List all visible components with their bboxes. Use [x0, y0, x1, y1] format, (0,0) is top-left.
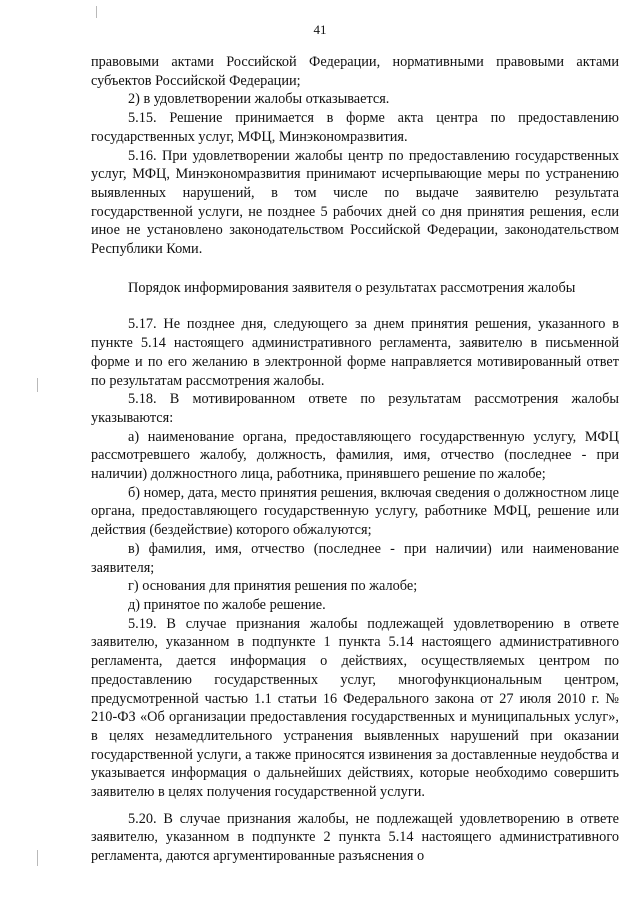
list-item: в) фамилия, имя, отчество (последнее - при наличии) или наименование заявителя; [91, 540, 619, 576]
page-number: 41 [313, 22, 327, 37]
paragraph: 5.17. Не позднее дня, следующего за днем принятия решения, указанного в пункте 5.14 настоящего административного регламента, заявителю в письменной форме и по его желанию в электронной форме направляется мотивированный ответ по результатам рассмотрения жалобы. [91, 316, 619, 389]
paragraph: 5.16. При удовлетворении жалобы центр по предоставлению государственных услуг, МФЦ, Минэкономразвития принимают исчерпывающие меры по устранению выявленных нарушений, в том числе по выдаче заявителю результата государственной услуги, не позднее 5 рабочих дней со дня принятия решения, если иное не установлено законодательством Российской Федерации, законодательством Республики Коми. [91, 147, 619, 258]
list-item: б) номер, дата, место принятия решения, включая сведения о должностном лице органа, предоставляющего государственную услугу, работнике МФЦ, решение или действия (бездействие) которого обжалуются; [91, 484, 620, 539]
document-body [91, 53, 619, 866]
paragraph: 5.18. В мотивированном ответе по результатам рассмотрения жалобы указываются: [91, 391, 619, 426]
paragraph: 5.20. В случае признания жалобы, не подлежащей удовлетворению в ответе заявителю, указанном в подпункте 2 пункта 5.14 настоящего административного регламента, даются аргументированные разъяснения о [91, 810, 619, 865]
paragraph: 2) в удовлетворении жалобы отказывается. [128, 91, 390, 108]
list-item: а) наименование органа, предоставляющего государственную услугу, МФЦ рассмотревшего жалобу, должность, фамилия, имя, отчество (последнее - при наличии) должностного лица, работника, принявшего решение по жалобе; [91, 428, 619, 483]
list-item: д) принятое по жалобе решение. [128, 596, 326, 613]
section-heading: Порядок информирования заявителя о результатах рассмотрения жалобы [128, 279, 576, 296]
list-item: г) основания для принятия решения по жалобе; [128, 578, 418, 595]
scan-margin-mark [37, 850, 38, 866]
scan-margin-mark [37, 378, 38, 392]
paragraph: 5.15. Решение принимается в форме акта центра по предоставлению государственных услуг, МФЦ, Минэкономразвития. [91, 110, 619, 145]
paragraph: 5.19. В случае признания жалобы подлежащей удовлетворению в ответе заявителю, указанном в подпункте 1 пункта 5.14 настоящего административного регламента, дается информация о действиях, осуществляемых центром по предоставлению государственных услуг, многофункциональным центром, предусмотренной частью 1.1 статьи 16 Федерального закона от 27 июля 2010 г. № 210-ФЗ «Об организации предоставления государственных и муниципальных услуг», в целях незамедлительного устранения выявленных нарушений при оказании государственной услуги, а также приносятся извинения за доставленные неудобства и указывается информация о дальнейших действиях, которые необходимо совершить заявителю в целях получения государственной услуги. [91, 615, 619, 801]
scan-margin-mark [96, 6, 97, 18]
paragraph: правовыми актами Российской Федерации, нормативными правовыми актами субъектов Российской Федерации; [91, 54, 619, 89]
